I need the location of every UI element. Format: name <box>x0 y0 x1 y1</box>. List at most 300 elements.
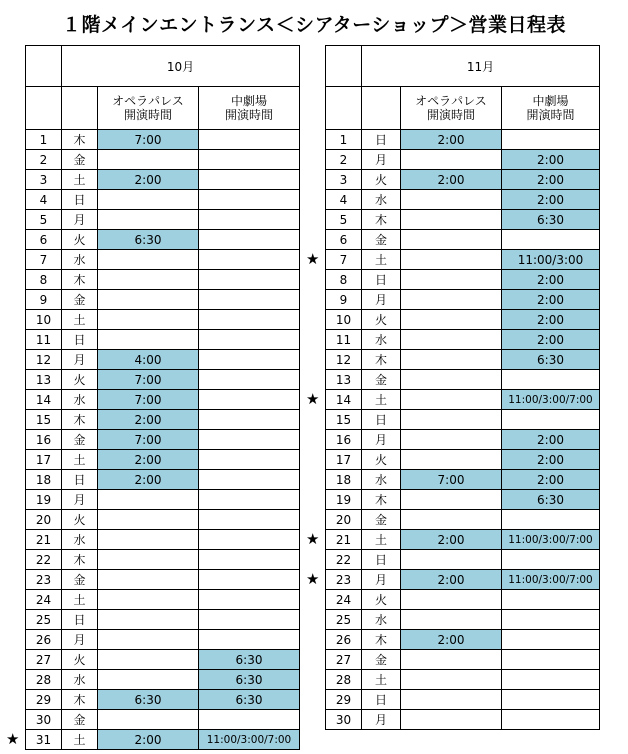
opera-palace-time-cell <box>401 390 502 410</box>
day-row <box>26 710 300 730</box>
opera-palace-time-cell <box>401 270 502 290</box>
corner-cell <box>326 46 362 87</box>
day-row <box>26 690 300 710</box>
middle-theater-time-cell <box>199 630 300 650</box>
day-number-cell: 22 <box>26 550 62 570</box>
middle-theater-time-cell <box>199 590 300 610</box>
day-row <box>26 570 300 590</box>
weekday-cell: 木 <box>362 630 401 650</box>
day-number-cell: 2 <box>326 150 362 170</box>
day-number-cell: 5 <box>326 210 362 230</box>
day-number-cell: 14 <box>326 390 362 410</box>
day-row <box>26 630 300 650</box>
weekday-cell: 水 <box>62 390 98 410</box>
day-number-cell: 17 <box>326 450 362 470</box>
day-row <box>326 230 600 250</box>
opera-palace-time-cell <box>401 250 502 270</box>
middle-theater-time-cell <box>502 370 600 390</box>
opera-palace-time-cell <box>401 330 502 350</box>
weekday-cell: 金 <box>62 430 98 450</box>
middle-theater-time-cell: 6:30 <box>502 210 600 230</box>
weekday-cell: 土 <box>62 590 98 610</box>
day-row <box>326 630 600 650</box>
day-number-cell: 1 <box>26 130 62 150</box>
opera-palace-time-cell <box>401 190 502 210</box>
weekday-cell: 金 <box>62 150 98 170</box>
day-number-cell: 3 <box>26 170 62 190</box>
weekday-cell: 土 <box>362 250 401 270</box>
day-row <box>26 610 300 630</box>
middle-theater-time-cell <box>199 210 300 230</box>
middle-theater-time-cell: 6:30 <box>502 350 600 370</box>
opera-palace-time-cell <box>401 310 502 330</box>
middle-theater-time-cell: 11:00/3:00/7:00 <box>502 530 600 550</box>
day-number-cell: 27 <box>26 650 62 670</box>
middle-theater-time-cell: 2:00 <box>502 430 600 450</box>
star-marker-icon: ★ <box>306 530 320 548</box>
opera-palace-header: オペラパレス 開演時間 <box>401 87 502 130</box>
middle-theater-time-cell: 2:00 <box>502 190 600 210</box>
day-number-cell: 28 <box>326 670 362 690</box>
opera-palace-time-cell <box>401 550 502 570</box>
day-row <box>326 150 600 170</box>
weekday-cell: 月 <box>362 290 401 310</box>
day-row <box>26 590 300 610</box>
weekday-cell: 月 <box>62 630 98 650</box>
day-number-cell: 30 <box>326 710 362 730</box>
weekday-cell: 金 <box>62 570 98 590</box>
middle-theater-time-cell <box>502 510 600 530</box>
opera-palace-time-cell <box>401 670 502 690</box>
day-row <box>26 130 300 150</box>
day-row <box>326 430 600 450</box>
opera-palace-time-cell: 7:00 <box>401 470 502 490</box>
day-number-cell: 26 <box>326 630 362 650</box>
middle-theater-time-cell: 11:00/3:00 <box>502 250 600 270</box>
day-number-cell: 7 <box>326 250 362 270</box>
weekday-cell: 金 <box>362 650 401 670</box>
blank-header-cell <box>26 87 62 130</box>
day-row <box>326 570 600 590</box>
opera-palace-time-cell <box>401 210 502 230</box>
middle-theater-time-cell <box>199 490 300 510</box>
weekday-cell: 金 <box>362 370 401 390</box>
day-row <box>326 310 600 330</box>
day-number-cell: 26 <box>26 630 62 650</box>
middle-theater-time-cell: 2:00 <box>502 450 600 470</box>
middle-theater-time-cell: 6:30 <box>199 670 300 690</box>
middle-theater-time-cell: 2:00 <box>502 330 600 350</box>
day-row <box>26 470 300 490</box>
day-row <box>26 670 300 690</box>
middle-theater-time-cell <box>502 230 600 250</box>
middle-theater-header: 中劇場 開演時間 <box>502 87 600 130</box>
day-number-cell: 23 <box>326 570 362 590</box>
day-row <box>326 350 600 370</box>
day-number-cell: 11 <box>326 330 362 350</box>
middle-theater-time-cell <box>199 410 300 430</box>
day-number-cell: 21 <box>26 530 62 550</box>
day-row <box>26 650 300 670</box>
weekday-cell: 水 <box>62 530 98 550</box>
day-number-cell: 20 <box>26 510 62 530</box>
day-row <box>26 150 300 170</box>
day-row <box>26 730 300 750</box>
middle-theater-time-cell <box>502 130 600 150</box>
day-number-cell: 4 <box>326 190 362 210</box>
middle-theater-time-cell <box>199 390 300 410</box>
day-number-cell: 13 <box>326 370 362 390</box>
opera-palace-time-cell <box>401 230 502 250</box>
opera-palace-time-cell: 2:00 <box>98 410 199 430</box>
day-number-cell: 5 <box>26 210 62 230</box>
middle-theater-time-cell <box>199 290 300 310</box>
day-number-cell: 6 <box>326 230 362 250</box>
middle-theater-time-cell <box>199 530 300 550</box>
middle-theater-time-cell <box>199 250 300 270</box>
weekday-cell: 土 <box>62 450 98 470</box>
day-row <box>26 550 300 570</box>
middle-theater-time-cell <box>502 610 600 630</box>
day-row <box>326 290 600 310</box>
day-row <box>26 230 300 250</box>
weekday-cell: 月 <box>62 210 98 230</box>
middle-theater-time-cell: 2:00 <box>502 150 600 170</box>
opera-palace-time-cell: 7:00 <box>98 130 199 150</box>
day-number-cell: 8 <box>326 270 362 290</box>
opera-palace-time-cell <box>401 290 502 310</box>
middle-theater-header: 中劇場 開演時間 <box>199 87 300 130</box>
weekday-cell: 日 <box>62 330 98 350</box>
day-number-cell: 6 <box>26 230 62 250</box>
opera-palace-time-cell: 2:00 <box>401 530 502 550</box>
middle-theater-time-cell <box>199 270 300 290</box>
weekday-cell: 金 <box>362 230 401 250</box>
opera-palace-time-cell <box>98 610 199 630</box>
middle-theater-time-cell: 6:30 <box>502 490 600 510</box>
day-row <box>26 290 300 310</box>
middle-theater-time-cell <box>199 610 300 630</box>
day-number-cell: 4 <box>26 190 62 210</box>
day-number-cell: 30 <box>26 710 62 730</box>
opera-palace-time-cell: 2:00 <box>401 570 502 590</box>
day-row <box>326 710 600 730</box>
day-number-cell: 24 <box>26 590 62 610</box>
day-number-cell: 31 <box>26 730 62 750</box>
opera-palace-time-cell: 2:00 <box>98 730 199 750</box>
middle-theater-time-cell: 6:30 <box>199 650 300 670</box>
opera-palace-time-cell <box>401 510 502 530</box>
opera-palace-time-cell: 2:00 <box>98 170 199 190</box>
opera-palace-time-cell <box>401 450 502 470</box>
day-number-cell: 12 <box>26 350 62 370</box>
day-number-cell: 25 <box>26 610 62 630</box>
middle-theater-time-cell <box>199 170 300 190</box>
day-row <box>26 190 300 210</box>
opera-palace-time-cell: 2:00 <box>98 470 199 490</box>
middle-theater-time-cell <box>199 430 300 450</box>
opera-palace-time-cell <box>98 530 199 550</box>
weekday-cell: 金 <box>62 710 98 730</box>
weekday-cell: 木 <box>62 130 98 150</box>
middle-theater-time-cell: 11:00/3:00/7:00 <box>199 730 300 750</box>
opera-palace-time-cell <box>98 670 199 690</box>
opera-palace-time-cell <box>98 210 199 230</box>
day-number-cell: 10 <box>326 310 362 330</box>
day-row <box>26 250 300 270</box>
middle-theater-time-cell <box>502 550 600 570</box>
weekday-cell: 日 <box>362 550 401 570</box>
day-row <box>26 430 300 450</box>
opera-palace-time-cell <box>401 690 502 710</box>
opera-palace-time-cell <box>98 710 199 730</box>
day-number-cell: 28 <box>26 670 62 690</box>
opera-palace-time-cell <box>98 550 199 570</box>
weekday-cell: 木 <box>362 350 401 370</box>
weekday-cell: 火 <box>362 450 401 470</box>
middle-theater-time-cell <box>199 310 300 330</box>
opera-palace-time-cell <box>98 510 199 530</box>
middle-theater-time-cell: 2:00 <box>502 170 600 190</box>
middle-theater-time-cell: 2:00 <box>502 310 600 330</box>
day-row <box>326 170 600 190</box>
day-row <box>326 550 600 570</box>
weekday-cell: 木 <box>62 270 98 290</box>
weekday-cell: 日 <box>362 270 401 290</box>
opera-palace-time-cell <box>401 150 502 170</box>
opera-palace-time-cell <box>401 610 502 630</box>
october-schedule-table <box>25 45 300 750</box>
november-schedule-table <box>325 45 600 730</box>
middle-theater-time-cell <box>502 410 600 430</box>
day-number-cell: 19 <box>326 490 362 510</box>
opera-palace-time-cell <box>98 590 199 610</box>
day-number-cell: 27 <box>326 650 362 670</box>
day-row <box>26 170 300 190</box>
opera-palace-time-cell <box>98 490 199 510</box>
weekday-cell: 日 <box>62 470 98 490</box>
day-number-cell: 16 <box>326 430 362 450</box>
day-row <box>26 510 300 530</box>
middle-theater-time-cell <box>502 670 600 690</box>
star-marker-icon: ★ <box>306 390 320 408</box>
weekday-cell: 水 <box>362 330 401 350</box>
weekday-cell: 水 <box>62 250 98 270</box>
day-row <box>326 670 600 690</box>
weekday-cell: 月 <box>62 490 98 510</box>
weekday-cell: 水 <box>362 470 401 490</box>
weekday-cell: 木 <box>62 410 98 430</box>
weekday-cell: 火 <box>362 170 401 190</box>
middle-theater-time-cell: 2:00 <box>502 290 600 310</box>
day-row <box>326 270 600 290</box>
day-row <box>26 390 300 410</box>
weekday-cell: 木 <box>362 490 401 510</box>
opera-palace-time-cell <box>401 350 502 370</box>
opera-palace-time-cell: 2:00 <box>401 630 502 650</box>
weekday-cell: 木 <box>362 210 401 230</box>
day-row <box>326 530 600 550</box>
day-row <box>326 470 600 490</box>
day-number-cell: 13 <box>26 370 62 390</box>
day-number-cell: 16 <box>26 430 62 450</box>
middle-theater-time-cell <box>199 330 300 350</box>
middle-theater-time-cell <box>199 350 300 370</box>
opera-palace-time-cell <box>98 190 199 210</box>
opera-palace-time-cell: 7:00 <box>98 370 199 390</box>
day-row <box>26 270 300 290</box>
middle-theater-time-cell: 6:30 <box>199 690 300 710</box>
weekday-cell: 火 <box>62 370 98 390</box>
day-number-cell: 18 <box>326 470 362 490</box>
weekday-cell: 水 <box>362 610 401 630</box>
day-number-cell: 8 <box>26 270 62 290</box>
day-row <box>326 410 600 430</box>
day-row <box>26 370 300 390</box>
day-row <box>326 370 600 390</box>
weekday-cell: 水 <box>362 190 401 210</box>
middle-theater-time-cell <box>199 450 300 470</box>
star-marker-icon: ★ <box>6 730 20 748</box>
middle-theater-time-cell <box>199 570 300 590</box>
opera-palace-time-cell <box>401 710 502 730</box>
weekday-cell: 火 <box>362 590 401 610</box>
opera-palace-time-cell <box>98 330 199 350</box>
weekday-cell: 土 <box>362 670 401 690</box>
day-row <box>326 250 600 270</box>
middle-theater-time-cell <box>199 230 300 250</box>
weekday-cell: 日 <box>362 410 401 430</box>
middle-theater-time-cell <box>502 690 600 710</box>
middle-theater-time-cell: 11:00/3:00/7:00 <box>502 570 600 590</box>
weekday-cell: 土 <box>62 730 98 750</box>
weekday-cell: 火 <box>62 650 98 670</box>
opera-palace-time-cell: 2:00 <box>401 170 502 190</box>
day-row <box>326 490 600 510</box>
weekday-cell: 日 <box>62 610 98 630</box>
day-row <box>26 530 300 550</box>
day-number-cell: 19 <box>26 490 62 510</box>
middle-theater-time-cell <box>199 470 300 490</box>
opera-palace-time-cell: 6:30 <box>98 690 199 710</box>
weekday-cell: 火 <box>62 230 98 250</box>
weekday-cell: 金 <box>362 510 401 530</box>
weekday-cell: 月 <box>62 350 98 370</box>
day-number-cell: 25 <box>326 610 362 630</box>
opera-palace-time-cell <box>98 250 199 270</box>
weekday-cell: 月 <box>362 570 401 590</box>
day-number-cell: 18 <box>26 470 62 490</box>
weekday-cell: 木 <box>62 690 98 710</box>
middle-theater-time-cell <box>502 650 600 670</box>
opera-palace-time-cell: 6:30 <box>98 230 199 250</box>
opera-palace-time-cell <box>98 570 199 590</box>
middle-theater-time-cell <box>199 150 300 170</box>
opera-palace-time-cell <box>98 290 199 310</box>
middle-theater-time-cell <box>502 630 600 650</box>
middle-theater-time-cell: 2:00 <box>502 270 600 290</box>
day-row <box>26 450 300 470</box>
month-header: 11月 <box>362 46 600 87</box>
weekday-cell: 月 <box>362 430 401 450</box>
opera-palace-time-cell <box>401 650 502 670</box>
opera-palace-time-cell <box>401 430 502 450</box>
weekday-cell: 金 <box>62 290 98 310</box>
opera-palace-time-cell <box>98 650 199 670</box>
day-row <box>26 330 300 350</box>
weekday-cell: 木 <box>62 550 98 570</box>
day-number-cell: 23 <box>26 570 62 590</box>
weekday-cell: 日 <box>362 130 401 150</box>
day-row <box>326 690 600 710</box>
day-row <box>26 410 300 430</box>
middle-theater-time-cell <box>199 130 300 150</box>
day-row <box>326 650 600 670</box>
opera-palace-time-cell: 2:00 <box>401 130 502 150</box>
middle-theater-time-cell: 2:00 <box>502 470 600 490</box>
day-number-cell: 21 <box>326 530 362 550</box>
weekday-cell: 月 <box>362 710 401 730</box>
blank-header-cell <box>362 87 401 130</box>
star-marker-icon: ★ <box>306 250 320 268</box>
weekday-cell: 日 <box>362 690 401 710</box>
day-number-cell: 17 <box>26 450 62 470</box>
opera-palace-time-cell <box>98 630 199 650</box>
opera-palace-header: オペラパレス 開演時間 <box>98 87 199 130</box>
day-row <box>26 350 300 370</box>
day-row <box>326 190 600 210</box>
opera-palace-time-cell <box>98 150 199 170</box>
star-marker-icon: ★ <box>306 570 320 588</box>
middle-theater-time-cell <box>199 710 300 730</box>
middle-theater-time-cell: 11:00/3:00/7:00 <box>502 390 600 410</box>
weekday-cell: 火 <box>62 510 98 530</box>
day-number-cell: 29 <box>326 690 362 710</box>
weekday-cell: 水 <box>62 670 98 690</box>
day-number-cell: 20 <box>326 510 362 530</box>
weekday-cell: 土 <box>362 390 401 410</box>
opera-palace-time-cell: 2:00 <box>98 450 199 470</box>
opera-palace-time-cell <box>98 310 199 330</box>
corner-cell <box>26 46 62 87</box>
opera-palace-time-cell: 7:00 <box>98 390 199 410</box>
day-row <box>326 330 600 350</box>
day-row <box>326 590 600 610</box>
day-number-cell: 15 <box>26 410 62 430</box>
middle-theater-time-cell <box>199 190 300 210</box>
middle-theater-time-cell <box>199 510 300 530</box>
blank-header-cell <box>326 87 362 130</box>
day-row <box>326 510 600 530</box>
day-row <box>26 310 300 330</box>
weekday-cell: 土 <box>62 170 98 190</box>
middle-theater-time-cell <box>199 370 300 390</box>
day-number-cell: 14 <box>26 390 62 410</box>
weekday-cell: 土 <box>362 530 401 550</box>
day-number-cell: 24 <box>326 590 362 610</box>
weekday-cell: 土 <box>62 310 98 330</box>
day-number-cell: 15 <box>326 410 362 430</box>
weekday-cell: 火 <box>362 310 401 330</box>
day-row <box>326 210 600 230</box>
opera-palace-time-cell: 7:00 <box>98 430 199 450</box>
day-number-cell: 10 <box>26 310 62 330</box>
weekday-cell: 日 <box>62 190 98 210</box>
day-number-cell: 22 <box>326 550 362 570</box>
opera-palace-time-cell <box>401 370 502 390</box>
day-number-cell: 9 <box>326 290 362 310</box>
day-row <box>326 610 600 630</box>
